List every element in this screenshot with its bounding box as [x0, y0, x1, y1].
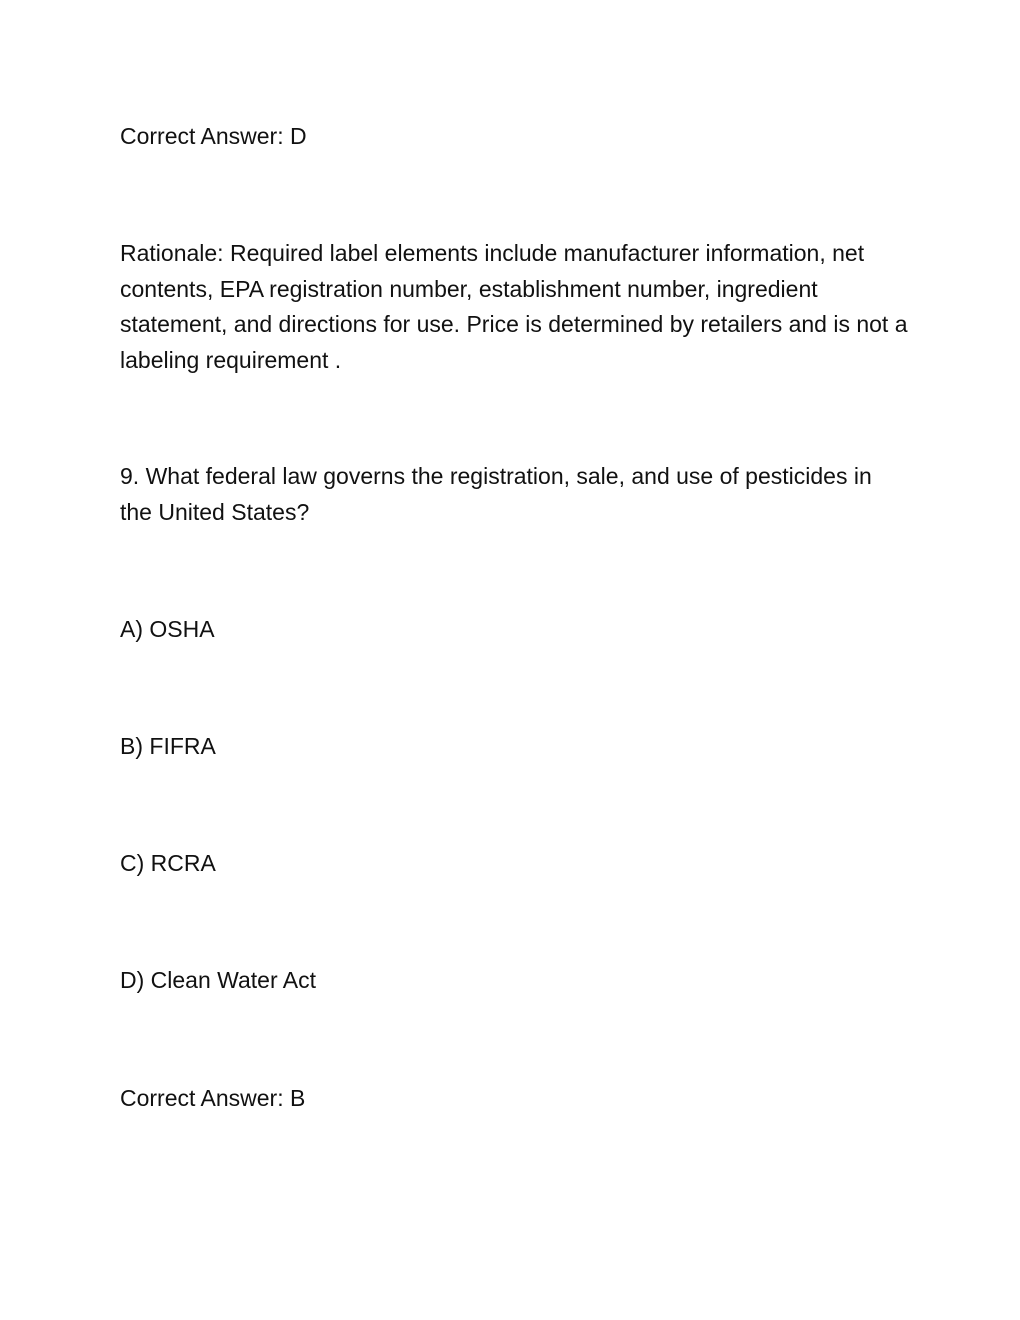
- option-a: A) OSHA: [120, 616, 215, 642]
- option-b: B) FIFRA: [120, 733, 216, 759]
- question-text: 9. What federal law governs the registration, sale, and use of pesticides in the United States?: [120, 463, 872, 525]
- rationale-text: Rationale: Required label elements include manufacturer information, net contents, EPA registration number, establishment number, ingredient statement, and directions for use. Price is determined by retailers and is not a labeling requirement .: [120, 240, 908, 373]
- option-d: D) Clean Water Act: [120, 967, 316, 993]
- previous-correct-answer: Correct Answer: D: [120, 123, 307, 149]
- option-c: C) RCRA: [120, 850, 216, 876]
- correct-answer: Correct Answer: B: [120, 1085, 306, 1111]
